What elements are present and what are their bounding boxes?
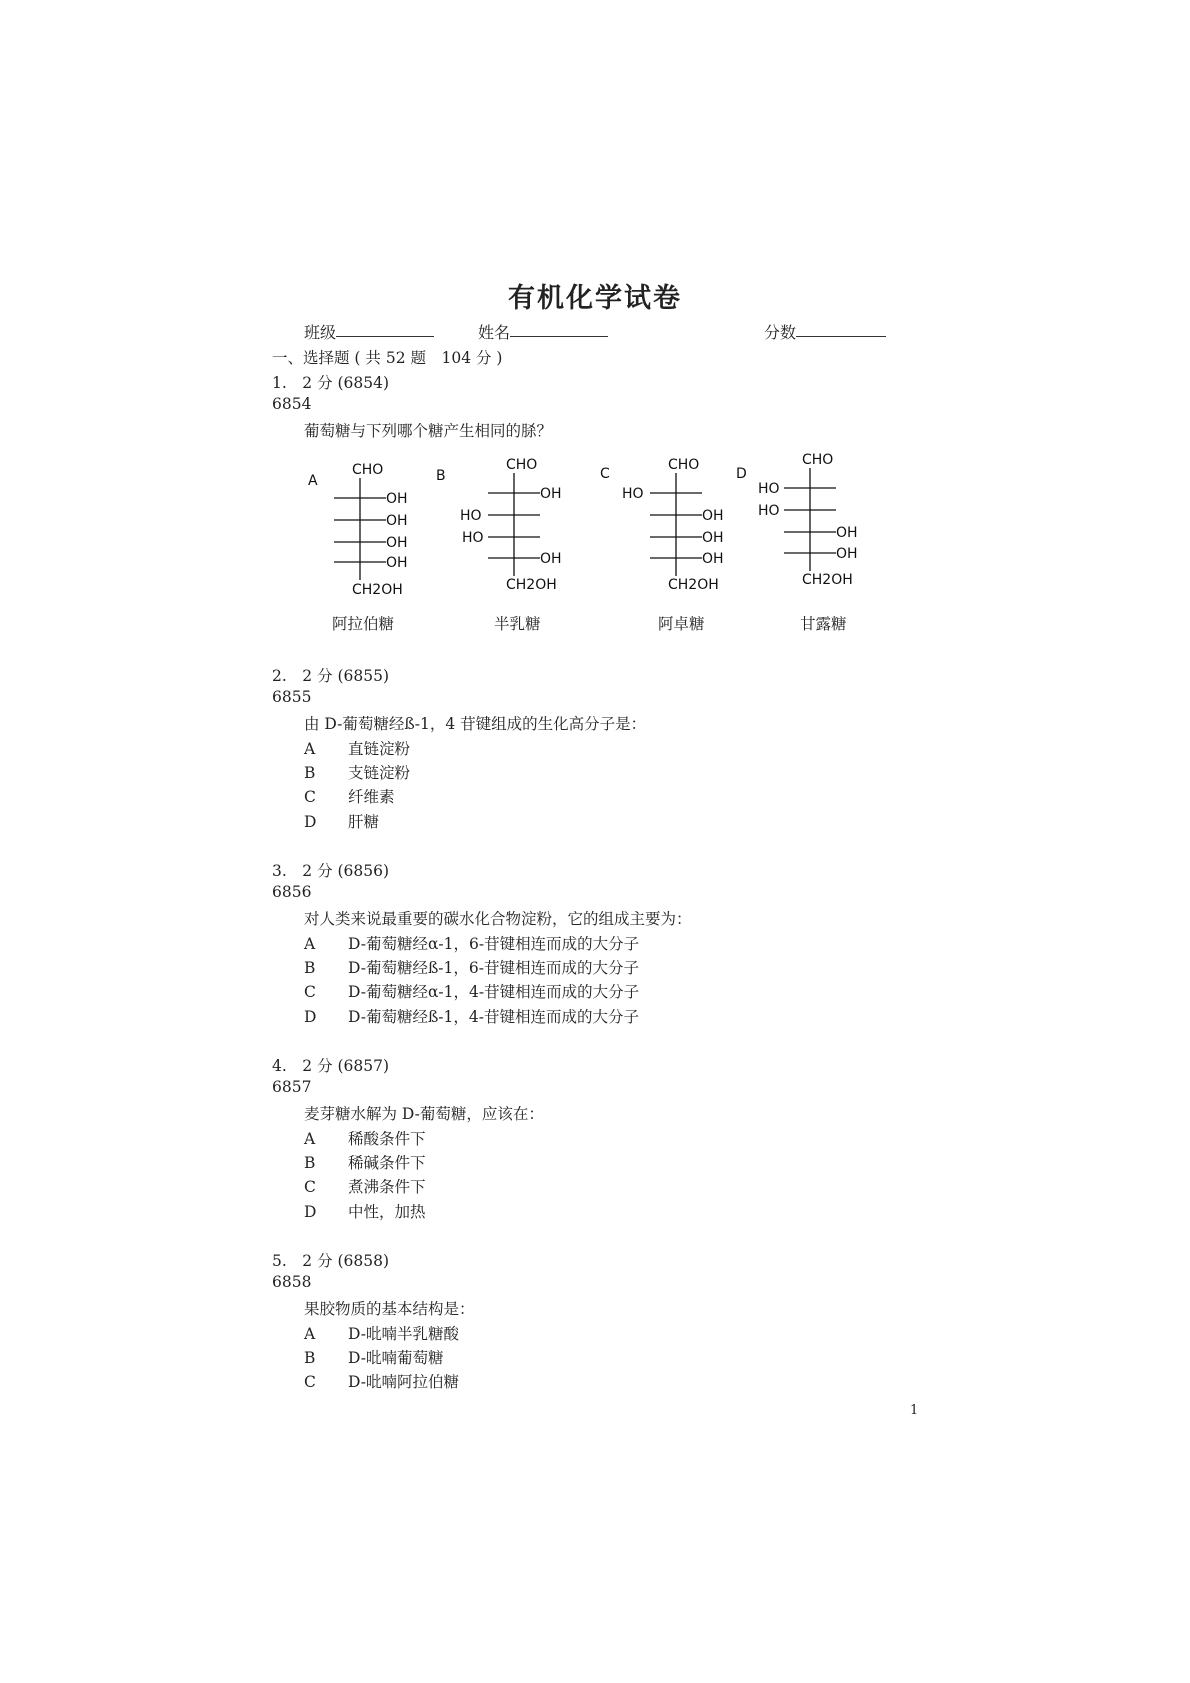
section-heading: 一、选择题 ( 共 52 题 104 分 ) — [272, 349, 503, 367]
svg-text:OH: OH — [540, 551, 562, 567]
question-3-option: B D-葡萄糖经ß-1，6-苷键相连而成的大分子 — [304, 959, 640, 977]
question-2-id: 6855 — [272, 688, 312, 706]
question-5-option: C D-吡喃阿拉伯糖 — [304, 1373, 459, 1391]
svg-text:OH: OH — [386, 535, 408, 551]
structure-bottom-group: CH2OH — [506, 577, 557, 593]
structure-letter: D — [736, 466, 747, 482]
fischer-structure-d — [734, 448, 874, 598]
structure-bottom-group: CH2OH — [668, 577, 719, 593]
fischer-structure-a — [304, 448, 424, 598]
structure-bottom-group: CH2OH — [802, 572, 853, 588]
page-title: 有机化学试卷 — [508, 283, 682, 314]
structure-top-group: CHO — [668, 457, 700, 473]
question-4-stem: 麦芽糖水解为 D-葡萄糖，应该在： — [304, 1105, 544, 1123]
fischer-structure-b — [434, 448, 564, 598]
student-info-row — [0, 320, 1190, 344]
structure-letter: B — [436, 468, 446, 484]
class-field: 班级 — [304, 320, 336, 343]
svg-text:OH: OH — [386, 513, 408, 529]
svg-text:HO: HO — [622, 486, 644, 502]
svg-text:OH: OH — [702, 551, 724, 567]
question-5-id: 6858 — [272, 1273, 312, 1291]
svg-text:HO: HO — [460, 508, 482, 524]
svg-text:OH: OH — [836, 525, 858, 541]
question-2-option: C 纤维素 — [304, 788, 395, 806]
question-5-option: B D-吡喃葡萄糖 — [304, 1349, 444, 1367]
structure-name-a: 阿拉伯糖 — [332, 615, 395, 633]
svg-text:OH: OH — [702, 530, 724, 546]
question-2-stem: 由 D-葡萄糖经ß-1，4 苷键组成的生化高分子是： — [304, 715, 647, 733]
question-1-head: 1. 2 分 (6854) — [272, 374, 390, 392]
svg-text:HO: HO — [758, 503, 780, 519]
question-3-id: 6856 — [272, 883, 312, 901]
svg-text:OH: OH — [386, 491, 408, 507]
question-3-option: A D-葡萄糖经α-1，6-苷键相连而成的大分子 — [304, 935, 640, 953]
question-2-head: 2. 2 分 (6855) — [272, 667, 390, 685]
structure-bottom-group: CH2OH — [352, 582, 403, 598]
question-1-stem: 葡萄糖与下列哪个糖产生相同的脎？ — [304, 422, 553, 440]
question-4-option: A 稀酸条件下 — [304, 1130, 426, 1148]
question-5-head: 5. 2 分 (6858) — [272, 1252, 390, 1270]
question-5-option: A D-吡喃半乳糖酸 — [304, 1325, 459, 1343]
svg-text:OH: OH — [702, 508, 724, 524]
question-4-id: 6857 — [272, 1078, 312, 1096]
structure-top-group: CHO — [506, 457, 538, 473]
name-field: 姓名 — [478, 320, 510, 343]
svg-text:OH: OH — [386, 555, 408, 571]
svg-text:OH: OH — [836, 546, 858, 562]
question-2-option: D 肝糖 — [304, 813, 380, 831]
page-number: 1 — [910, 1403, 919, 1418]
question-2-option: A 直链淀粉 — [304, 740, 411, 758]
svg-text:OH: OH — [540, 486, 562, 502]
structure-top-group: CHO — [352, 462, 384, 478]
question-3-option: C D-葡萄糖经α-1，4-苷键相连而成的大分子 — [304, 983, 640, 1001]
question-4-head: 4. 2 分 (6857) — [272, 1057, 390, 1075]
question-4-option: C 煮沸条件下 — [304, 1178, 426, 1196]
structure-name-c: 阿卓糖 — [658, 615, 705, 633]
structure-name-b: 半乳糖 — [494, 615, 541, 633]
structure-top-group: CHO — [802, 452, 834, 468]
question-3-option: D D-葡萄糖经ß-1，4-苷键相连而成的大分子 — [304, 1008, 640, 1026]
question-4-option: B 稀碱条件下 — [304, 1154, 426, 1172]
question-5-stem: 果胶物质的基本结构是： — [304, 1300, 475, 1318]
fischer-structure-c — [598, 448, 728, 598]
structure-letter: A — [308, 473, 318, 489]
question-1-id: 6854 — [272, 395, 312, 413]
question-3-stem: 对人类来说最重要的碳水化合物淀粉，它的组成主要为： — [304, 910, 692, 928]
svg-text:HO: HO — [462, 530, 484, 546]
question-2-option: B 支链淀粉 — [304, 764, 411, 782]
question-3-head: 3. 2 分 (6856) — [272, 862, 390, 880]
score-field: 分数 — [764, 320, 796, 343]
question-4-option: D 中性，加热 — [304, 1203, 426, 1221]
structure-letter: C — [600, 466, 610, 482]
structure-name-d: 甘露糖 — [800, 615, 847, 633]
svg-text:HO: HO — [758, 481, 780, 497]
